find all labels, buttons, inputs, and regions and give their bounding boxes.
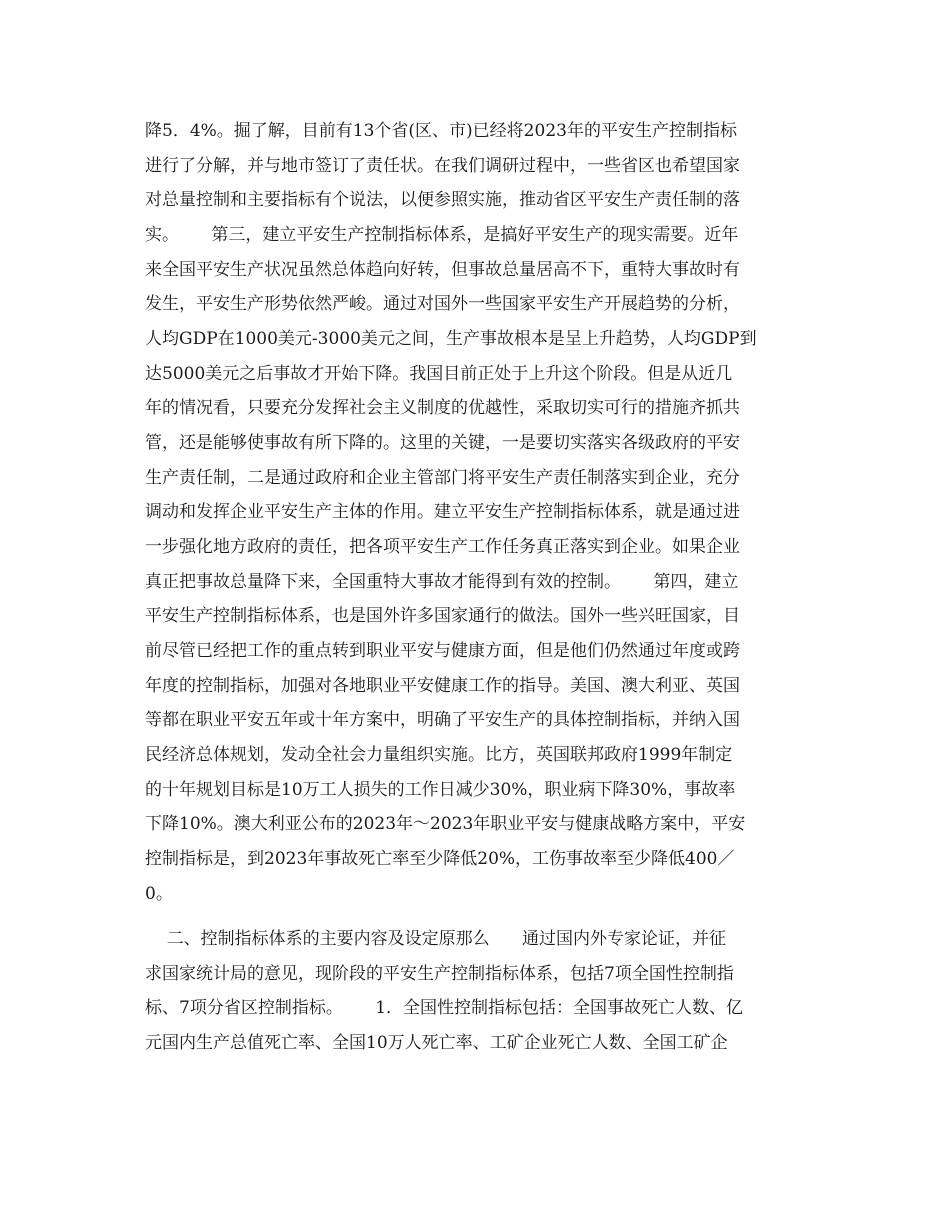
- text-line: 标、7项分省区控制指标。 1．全国性控制指标包括：全国事故死亡人数、亿: [145, 998, 744, 1018]
- text-line: 实。 第三，建立平安生产控制指标体系，是搞好平安生产的现实需要。近年: [145, 225, 739, 245]
- text-line: 0。: [145, 884, 173, 904]
- text-line: 管，还是能够使事故有所下降的。这里的关键，一是要切实落实各级政府的平安: [145, 433, 740, 453]
- text-line: 年度的控制指标，加强对各地职业平安健康工作的指导。美国、澳大利亚、英国: [145, 676, 740, 696]
- text-line: 对总量控制和主要指标有个说法，以便参照实施，推动省区平安生产责任制的落: [145, 190, 740, 210]
- text-line: 前尽管已经把工作的重点转到职业平安与健康方面，但是他们仍然通过年度或跨: [145, 641, 740, 661]
- text-line: 年的情况看，只要充分发挥社会主义制度的优越性，采取切实可行的措施齐抓共: [145, 398, 740, 418]
- text-line: 达5000美元之后事故才开始下降。我国目前正处于上升这个阶段。但是从近几: [145, 364, 733, 384]
- text-line: 元国内生产总值死亡率、全国10万人死亡率、工矿企业死亡人数、全国工矿企: [145, 1033, 728, 1053]
- text-line: 控制指标是，到2023年事故死亡率至少降低20%，工伤事故率至少降低400／: [145, 849, 735, 869]
- text-line: 来全国平安生产状况虽然总体趋向好转，但事故总量居高不下，重特大事故时有: [145, 260, 740, 280]
- text-line: 等都在职业平安五年或十年方案中，明确了平安生产的具体控制指标，并纳入国: [145, 710, 740, 730]
- text-line: 二、控制指标体系的主要内容及设定原那么 通过国内外专家论证，并征: [145, 929, 727, 949]
- text-line: 降5．4%。掘了解，目前有13个省(区、市)已经将2023年的平安生产控制指标: [145, 121, 737, 141]
- text-line: 人均GDP在1000美元-3000美元之间，生产事故根本是呈上升趋势，人均GDP到: [145, 329, 757, 349]
- text-line: 进行了分解，并与地市签订了责任状。在我们调研过程中，一些省区也希望国家: [145, 156, 740, 176]
- text-line: 平安生产控制指标体系，也是国外许多国家通行的做法。国外一些兴旺国家，目: [145, 606, 740, 626]
- text-line: 真正把事故总量降下来，全国重特大事故才能得到有效的控制。 第四，建立: [145, 572, 739, 592]
- text-line: 的十年规划目标是10万工人损失的工作日减少30%，职业病下降30%，事故率: [145, 780, 736, 800]
- text-line: 调动和发挥企业平安生产主体的作用。建立平安生产控制指标体系，就是通过进: [145, 502, 740, 522]
- text-line: 发生，平安生产形势依然严峻。通过对国外一些国家平安生产开展趋势的分析，: [145, 294, 740, 314]
- text-line: 一步强化地方政府的责任，把各项平安生产工作任务真正落实到企业。如果企业: [145, 537, 740, 557]
- text-line: 民经济总体规划，发动全社会力量组织实施。比方，英国联邦政府1999年制定: [145, 745, 733, 765]
- text-line: 求国家统计局的意见，现阶段的平安生产控制指标体系，包括7项全国性控制指: [145, 964, 734, 984]
- text-line: 生产责任制，二是通过政府和企业主管部门将平安生产责任制落实到企业，充分: [145, 468, 740, 488]
- text-line: 下降10%。澳大利亚公布的2023年～2023年职业平安与健康战略方案中，平安: [145, 814, 746, 834]
